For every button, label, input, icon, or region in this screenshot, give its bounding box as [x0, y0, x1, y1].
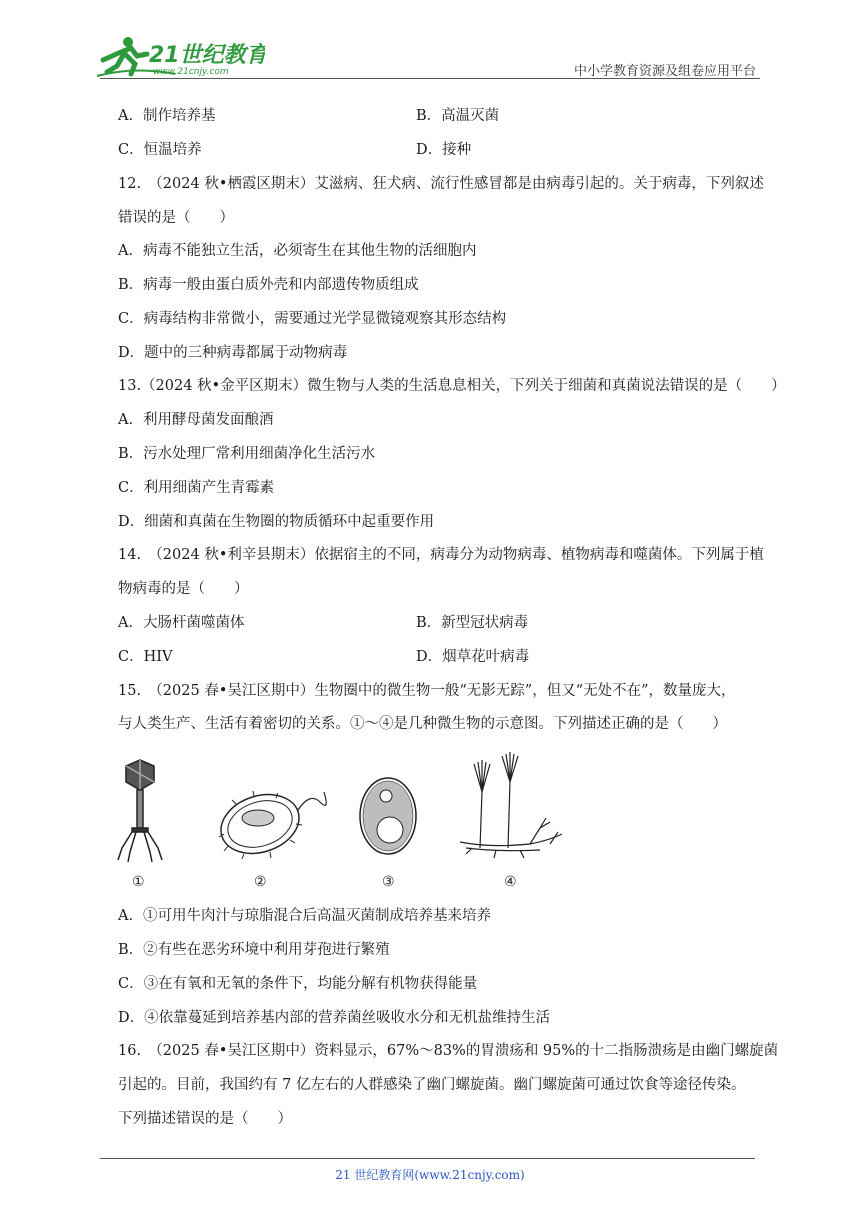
- yeast-drawing: [360, 778, 416, 854]
- bacterium-drawing: [213, 785, 326, 863]
- mold-drawing: [460, 752, 562, 858]
- q14-stem-line1: 14. （2024 秋•利辛县期末）依据宿主的不同，病毒分为动物病毒、植物病毒和噬菌体。下列属于植: [118, 547, 764, 563]
- q14-option-d: D．烟草花叶病毒: [416, 649, 530, 665]
- q15-option-c: C．③在有氧和无氧的条件下，均能分解有机物获得能量: [118, 976, 478, 992]
- q14-stem-line2: 物病毒的是（ ）: [118, 581, 249, 597]
- svg-text:www.21cnjy.com: www.21cnjy.com: [153, 67, 229, 77]
- q15-stem-line1: 15. （2025 春•吴江区期中）生物圈中的微生物一般“无影无踪”，但又“无处不在”，数量庞大，: [118, 683, 736, 699]
- q15-option-a: A．①可用牛肉汁与琼脂混合后高温灭菌制成培养基来培养: [118, 908, 491, 924]
- q14-option-b: B．新型冠状病毒: [416, 615, 529, 631]
- q12-stem-line2: 错误的是（ ）: [118, 210, 234, 226]
- q13-option-a: A．利用酵母菌发面酿酒: [118, 412, 274, 428]
- q12-option-a: A．病毒不能独立生活，必须寄生在其他生物的活细胞内: [118, 243, 477, 259]
- q11-option-c: C．恒温培养: [118, 142, 202, 158]
- q11-option-a: A．制作培养基: [118, 108, 216, 124]
- figure-label-1: ①: [132, 874, 145, 890]
- q13-stem-line1: 13.（2024 秋•金平区期末）微生物与人类的生活息息相关，下列关于细菌和真菌说法错误的是（ ）: [118, 378, 786, 394]
- q11-option-b: B．高温灭菌: [416, 108, 500, 124]
- microorganism-figure: [110, 752, 580, 892]
- q15-option-d: D．④依靠蔓延到培养基内部的营养菌丝吸收水分和无机盐维持生活: [118, 1010, 551, 1026]
- footer-divider: [100, 1158, 755, 1159]
- q11-option-d: D．接种: [416, 142, 472, 158]
- q16-stem-line2: 引起的。目前，我国约有 7 亿左右的人群感染了幽门螺旋菌。幽门螺旋菌可通过饮食等途径传染。: [118, 1077, 746, 1093]
- q15-stem-line2: 与人类生产、生活有着密切的关系。①～④是几种微生物的示意图。下列描述正确的是（ ）: [118, 716, 727, 732]
- svg-text:21世纪教育: 21世纪教育: [149, 43, 265, 68]
- q13-option-d: D．细菌和真菌在生物圈的物质循环中起重要作用: [118, 514, 435, 530]
- q16-stem-line1: 16. （2025 春•吴江区期中）资料显示，67%～83%的胃溃疡和 95%的十二指肠溃疡是由幽门螺旋菌: [118, 1043, 779, 1059]
- q12-option-d: D．题中的三种病毒都属于动物病毒: [118, 345, 348, 361]
- q14-option-c: C．HIV: [118, 649, 173, 665]
- q15-option-b: B．②有些在恶劣环境中利用芽孢进行繁殖: [118, 942, 390, 958]
- footer-site-link[interactable]: 21 世纪教育网(www.21cnjy.com): [335, 1168, 525, 1182]
- q16-stem-line3: 下列描述错误的是（ ）: [118, 1111, 292, 1127]
- site-logo: [95, 30, 265, 80]
- q12-stem-line1: 12. （2024 秋•栖霞区期末）艾滋病、狂犬病、流行性感冒都是由病毒引起的。关于病毒，下列叙述: [118, 176, 764, 192]
- q13-option-b: B．污水处理厂常利用细菌净化生活污水: [118, 446, 376, 462]
- bacteriophage-drawing: [118, 760, 162, 862]
- q12-option-b: B．病毒一般由蛋白质外壳和内部遗传物质组成: [118, 277, 419, 293]
- header-divider: [100, 78, 760, 79]
- q14-option-a: A．大肠杆菌噬菌体: [118, 615, 245, 631]
- figure-label-3: ③: [382, 874, 395, 890]
- q13-option-c: C．利用细菌产生青霉素: [118, 480, 275, 496]
- q12-option-c: C．病毒结构非常微小，需要通过光学显微镜观察其形态结构: [118, 311, 507, 327]
- figure-label-4: ④: [504, 874, 517, 890]
- figure-label-2: ②: [254, 874, 267, 890]
- platform-name: 中小学教育资源及组卷应用平台: [573, 64, 756, 79]
